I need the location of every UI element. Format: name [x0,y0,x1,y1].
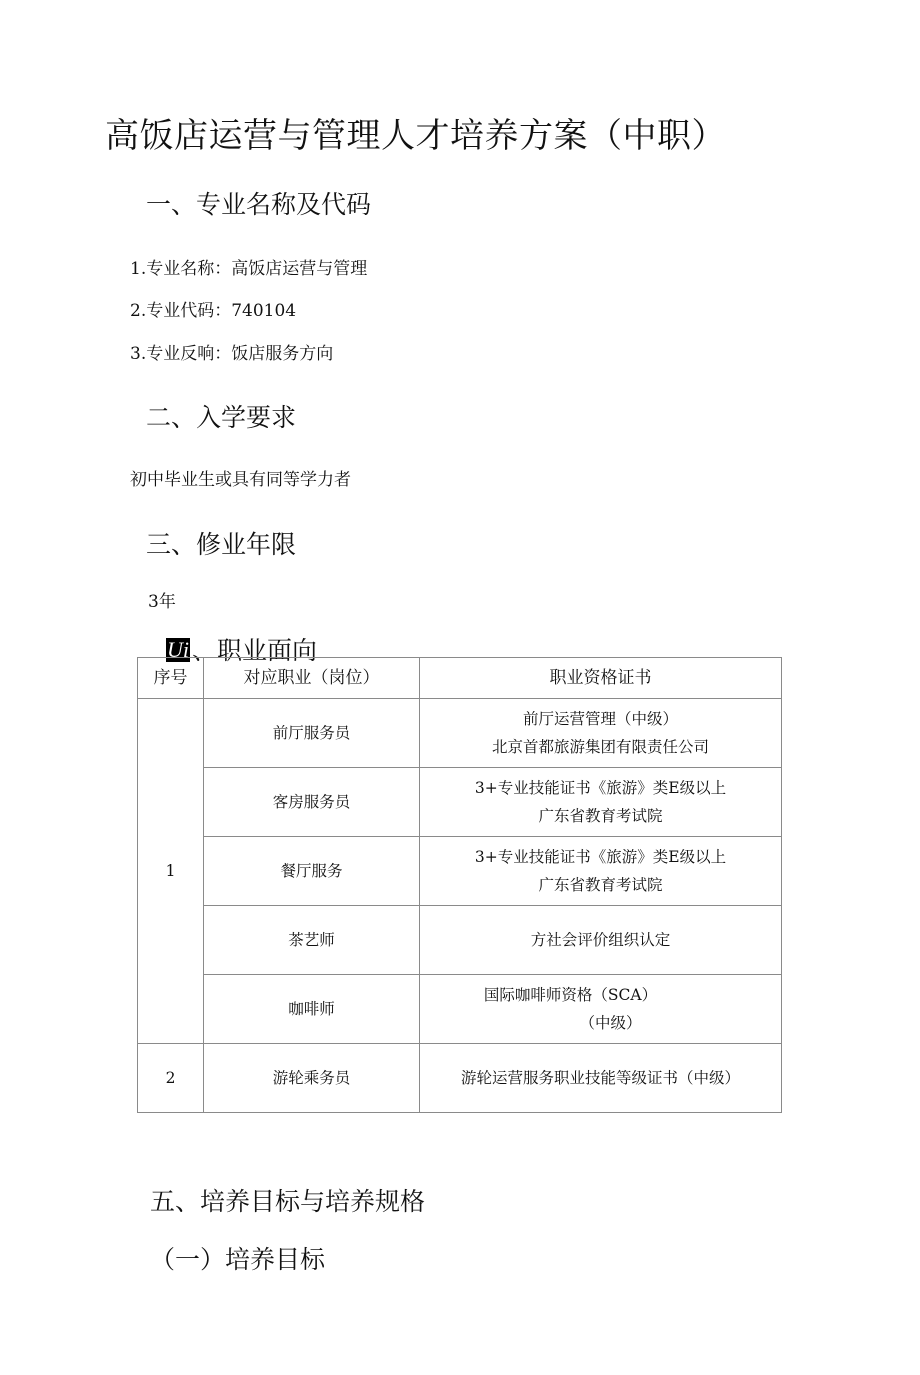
admission-text: 初中毕业生或具有同等学力者 [130,470,351,490]
table-row [138,699,782,768]
section-heading-1: 一、专业名称及代码 [146,190,372,219]
cert-cell [420,975,782,1044]
cert-cell [420,1044,782,1113]
study-years-text: 3年 [148,592,176,612]
job-cell: 前厅服务员 [204,699,420,768]
page-title: 高饭店运营与管理人才培养方案（中职） [105,116,726,156]
header-cert: 职业资格证书 [420,658,782,699]
cert-line: 3+专业技能证书《旅游》类E级以上 [474,848,727,866]
job-cell: 客房服务员 [204,768,420,837]
header-job: 对应职业（岗位） [204,658,420,699]
major-direction-line: 3.专业反响：饭店服务方向 [130,344,334,364]
cert-line: 北京首都旅游集团有限责任公司 [491,738,709,756]
cert-line: 3+专业技能证书《旅游》类E级以上 [474,779,727,797]
section-heading-3: 三、修业年限 [146,530,297,559]
career-table [137,657,782,1113]
table-row [138,906,782,975]
highlight-mark: Ui [167,637,189,662]
cert-cell [420,906,782,975]
section-heading-2: 二、入学要求 [146,403,297,432]
cert-line: 前厅运营管理（中级） [522,710,678,728]
table-header-row [138,658,782,699]
cert-line: 广东省教育考试院 [538,807,663,825]
cert-line: 广东省教育考试院 [538,876,663,894]
table-row [138,1044,782,1113]
cert-line: （中级） [579,1014,642,1032]
major-code-line: 2.专业代码：740104 [130,301,297,321]
table-row [138,975,782,1044]
table-row [138,837,782,906]
section-heading-5: 五、培养目标与培养规格 [150,1187,426,1216]
cert-cell [420,699,782,768]
job-cell: 茶艺师 [204,906,420,975]
cert-cell [420,837,782,906]
table-row [138,768,782,837]
cert-line: 方社会评价组织认定 [530,931,671,949]
sub-heading-goals: （一）培养目标 [150,1245,326,1274]
cert-cell [420,768,782,837]
job-cell: 餐厅服务 [204,837,420,906]
row-number-cell: 2 [138,1044,204,1113]
cert-line: 游轮运营服务职业技能等级证书（中级） [460,1069,740,1087]
row-number-cell: 1 [138,699,204,1044]
job-cell: 咖啡师 [204,975,420,1044]
major-name-line: 1.专业名称：高饭店运营与管理 [130,259,368,279]
section-heading-4-text: 、职业面向 [192,636,318,665]
header-no: 序号 [138,658,204,699]
cert-line: 国际咖啡师资格（SCA） [483,986,658,1004]
job-cell: 游轮乘务员 [204,1044,420,1113]
